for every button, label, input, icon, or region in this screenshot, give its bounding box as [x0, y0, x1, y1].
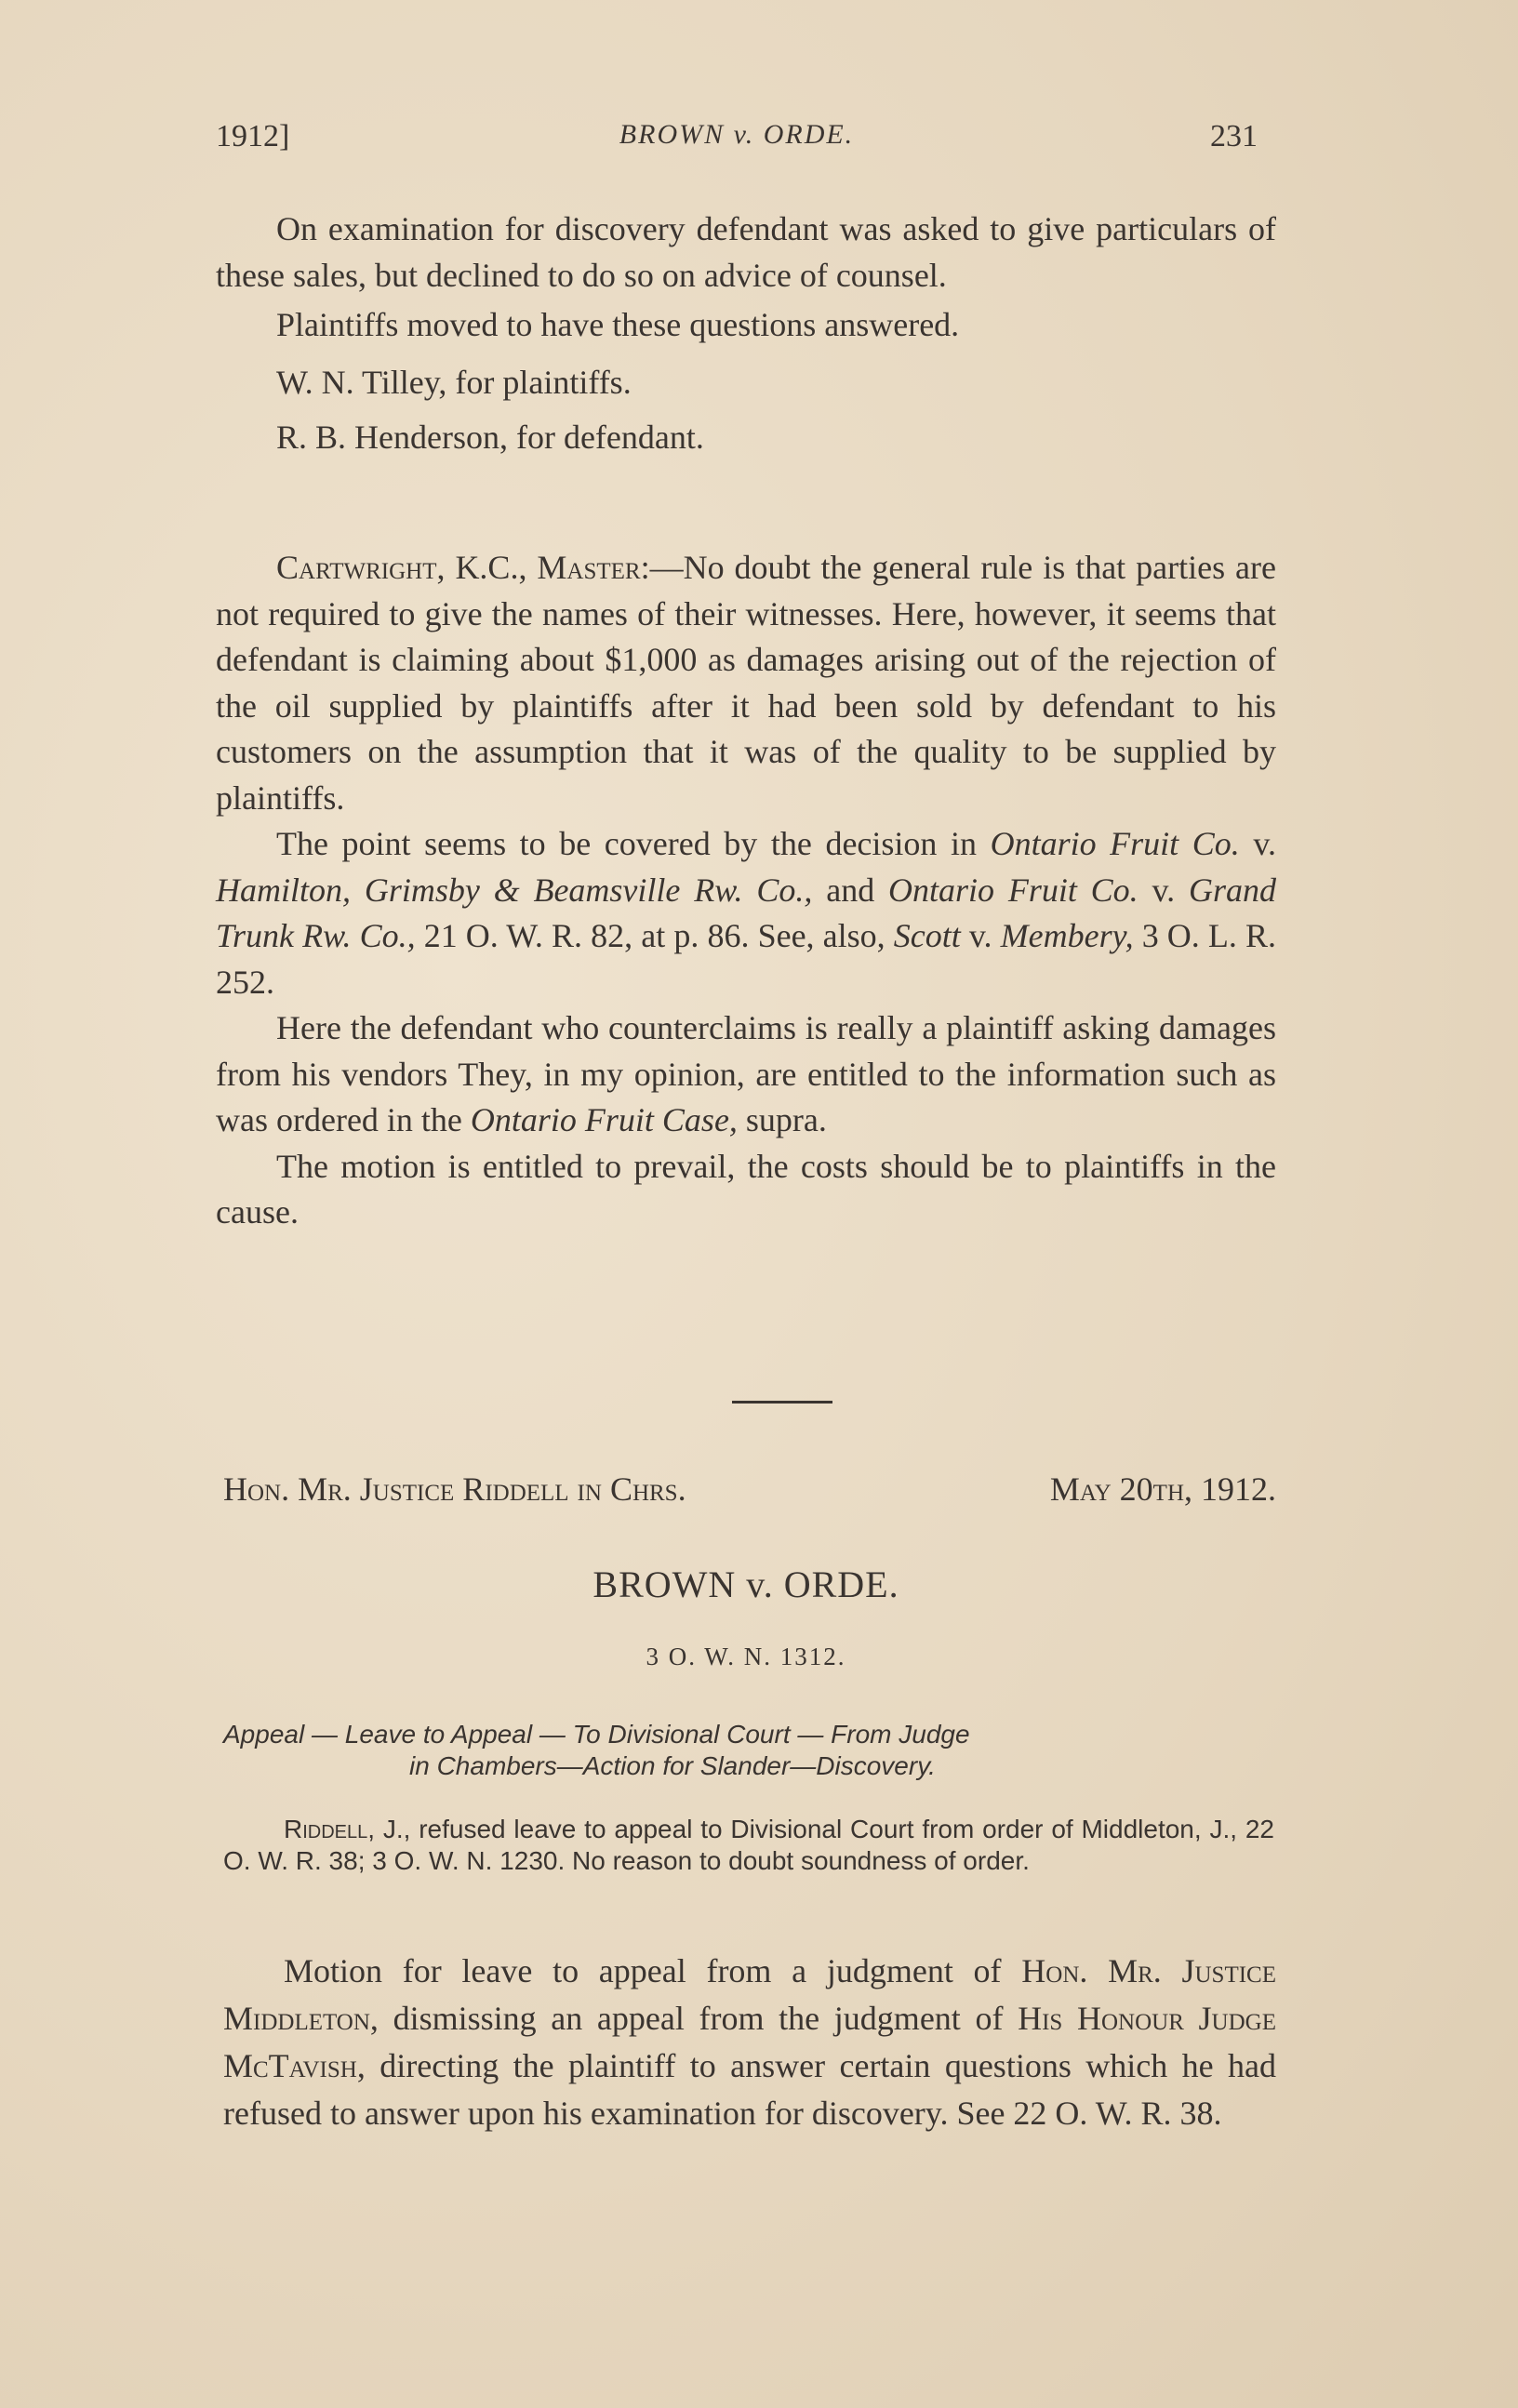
case-name: Scott: [893, 917, 961, 954]
case-name: Membery,: [1000, 917, 1134, 954]
judgment-paragraph: Cartwright, K.C., Master:—No doubt the general rule is that parties are not required to give the names of their witnesses. Here, however, it seems that defendant is claiming about $1,000 as damages arising out of the rejection of the oil supplied by plaintiffs after it had been sold by defendant to his customers on the assumption that it was of the quality to be supplied by plaintiffs.: [216, 549, 1276, 817]
paragraph: On examination for discovery defendant was asked to give particulars of these sales, but declined to do so on advice of counsel.: [216, 210, 1276, 294]
header-year: 1912]: [216, 119, 290, 153]
judgment-paragraph: The point seems to be covered by the decision in Ontario Fruit Co. v. Hamilton, Grimsby & Beamsville Rw. Co., and Ontario Fruit Co. v. Grand Trunk Rw. Co., 21 O. W. R. 82, at p. 86. See, also, Scott v. Membery, 3 O. L. R. 252.: [216, 825, 1277, 1001]
judgment-paragraph: Here the defendant who counterclaims is really a plaintiff asking damages from his vendors They, in my opinion, are entitled to the information such as was ordered in the Ontario Fruit Case, supra.: [216, 1009, 1276, 1138]
judgment-paragraph: The motion is entitled to prevail, the costs should be to plaintiffs in the cause.: [216, 1147, 1276, 1231]
counsel-line: R. B. Henderson, for defendant.: [276, 419, 704, 456]
court-line: [223, 1470, 1276, 1509]
case-title: BROWN v. ORDE.: [593, 1563, 899, 1605]
case-name: Hamilton, Grimsby & Beamsville Rw. Co.,: [216, 871, 813, 909]
opening-section: [216, 206, 1276, 461]
case-name: Ontario Fruit Co.: [990, 825, 1240, 862]
counsel-line: W. N. Tilley, for plaintiffs.: [276, 363, 632, 401]
running-title: BROWN v. ORDE.: [619, 119, 855, 150]
motion-paragraph: Motion for leave to appeal from a judgment of Hon. Mr. Justice Middleton, dismissing an appeal from the judgment of His Honour Judge McTavish, directing the plaintiff to answer certain questions which he had refused to answer upon his examination for discovery. See 22 O. W. R. 38.: [223, 1952, 1277, 2132]
section-divider: [732, 1401, 832, 1404]
case-name: Ontario Fruit Co.: [888, 871, 1138, 909]
running-header: [216, 119, 1258, 175]
judge-name: His Honour Judge McTavish: [223, 2000, 1276, 2084]
case-citation: 3 O. W. N. 1312.: [646, 1643, 846, 1670]
court-judge: Hon. Mr. Justice Riddell in Chrs.: [223, 1470, 686, 1508]
motion-section: [223, 1948, 1276, 2137]
page-number: 231: [1210, 119, 1258, 153]
court-date: May 20th, 1912.: [1049, 1470, 1276, 1508]
judgment-section: [216, 545, 1276, 1236]
summary-judge: Riddell, J.: [284, 1815, 404, 1843]
judge-name: Hon. Mr. Justice Middleton: [223, 1952, 1277, 2037]
case-name: Grand Trunk Rw. Co.,: [216, 871, 1277, 954]
headnote-line: Appeal — Leave to Appeal — To Divisional Court — From Judge: [223, 1720, 970, 1749]
paragraph: Plaintiffs moved to have these questions answered.: [276, 306, 960, 343]
case-summary: Riddell, J., refused leave to appeal to Divisional Court from order of Middleton, J., 22 O. W. R. 38; 3 O. W. N. 1230. No reason to doubt soundness of order.: [223, 1815, 1274, 1875]
case-name: Ontario Fruit Case,: [470, 1101, 738, 1138]
judge-name: Cartwright, K.C., Master: [276, 549, 641, 586]
headnote: [223, 1719, 1274, 1782]
headnote-line: in Chambers—Action for Slander—Discovery.: [409, 1751, 936, 1780]
